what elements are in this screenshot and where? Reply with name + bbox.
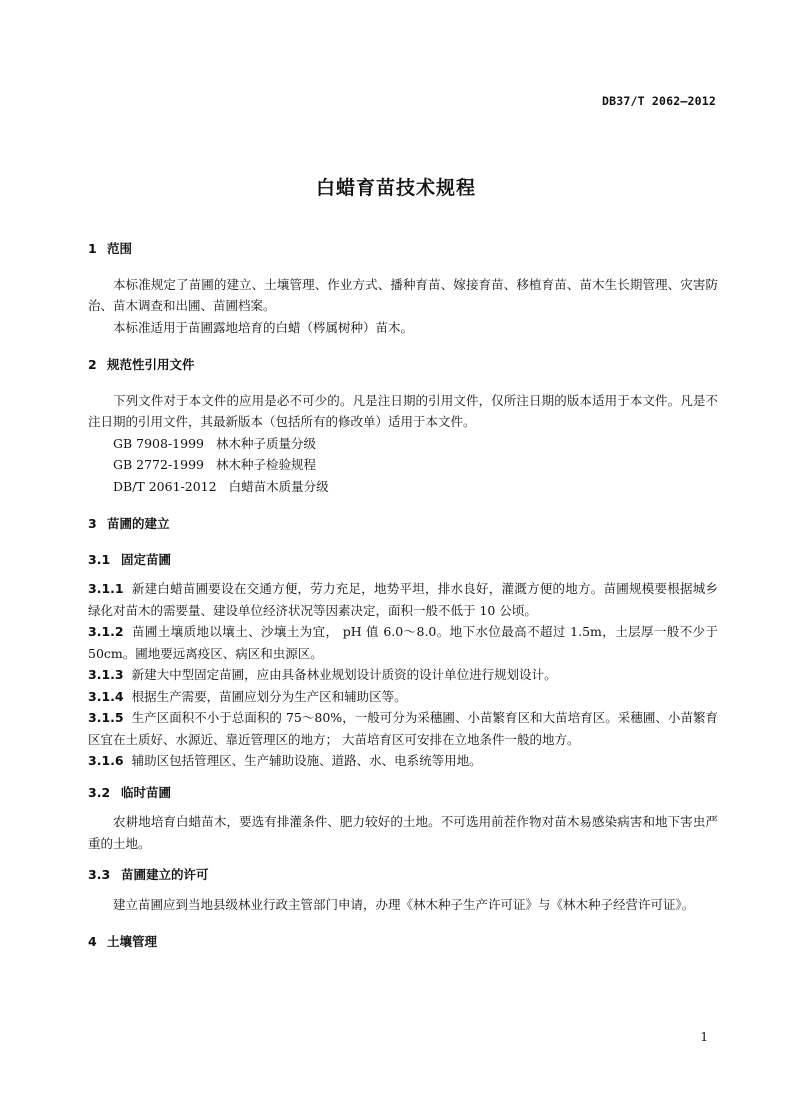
paragraph: 本标准适用于苗圃露地培育的白蜡（梣属树种）苗木。 [113, 319, 414, 335]
reference-name: 林木种子质量分级 [216, 435, 317, 451]
subsection-heading-3-1 [88, 549, 718, 571]
reference-name: 林木种子检验规程 [216, 457, 317, 472]
subsection-number: 3.3 [88, 867, 111, 882]
clause-3-1-3 [88, 664, 718, 686]
section-title: 土壤管理 [107, 934, 158, 949]
paragraph: 农耕地培育白蜡苗木，要选有排灌条件、肥力较好的土地。不可选用前茬作物对苗木易感染病害和地下害虫严重的土地。 [88, 814, 718, 851]
clause-text: 辅助区包括管理区、生产辅助设施、道路、水、电系统等用地。 [131, 753, 482, 768]
clause-number: 3.1.3 [88, 667, 124, 682]
section-number: 1 [88, 241, 97, 256]
subsection-heading-3-2 [88, 782, 718, 804]
subsection-title: 固定苗圃 [121, 551, 172, 567]
section-number: 2 [88, 357, 97, 372]
clause-3-1-5 [88, 707, 718, 750]
clause-number: 3.1.4 [88, 688, 124, 704]
clause-text: 新建白蜡苗圃要设在交通方便，劳力充足，地势平坦，排水良好，灌溉方便的地方。苗圃规模要根据城乡绿化对苗木的需要量、建设单位经济状况等因素决定，面积一般不低于 10 公顷。 [88, 581, 718, 618]
clause-3-1-2 [88, 621, 718, 664]
subsection-number: 3.1 [88, 551, 111, 567]
reference-code: GB 2772-1999 [113, 457, 204, 472]
reference-name: 白蜡苗木质量分级 [228, 478, 329, 494]
reference-item [88, 454, 718, 476]
section-heading-1 [88, 238, 718, 260]
subsection-title: 苗圃建立的许可 [121, 867, 209, 882]
section-heading-4 [88, 931, 718, 953]
paragraph: 建立苗圃应到当地县级林业行政主管部门申请，办理《林木种子生产许可证》与《林木种子经营许可证》。 [113, 896, 695, 912]
clause-number: 3.1.6 [88, 753, 124, 768]
clause-text: 根据生产需要，苗圃应划分为生产区和辅助区等。 [131, 688, 407, 704]
clause-number: 3.1.2 [88, 624, 124, 639]
section-heading-3 [88, 513, 718, 535]
clause-number: 3.1.5 [88, 710, 124, 725]
document-body [88, 238, 718, 967]
clause-text: 苗圃土壤质地以壤土、沙壤土为宜， pH 值 6.0～8.0。地下水位最高不超过 1.5m，土层厚一般不少于 50cm。圃地要远离疫区、病区和虫源区。 [88, 624, 718, 661]
subsection-number: 3.2 [88, 784, 111, 800]
clause-text: 新建大中型固定苗圃，应由具备林业规划设计质资的设计单位进行规划设计。 [131, 667, 557, 682]
clause-number: 3.1.1 [88, 581, 124, 596]
document-code: DB37/T 2062—2012 [602, 94, 716, 108]
subsection-title: 临时苗圃 [121, 784, 172, 800]
page-number: 1 [700, 1030, 708, 1044]
reference-item [88, 433, 718, 455]
reference-code: GB 7908-1999 [113, 435, 204, 451]
section-title: 苗圃的建立 [107, 516, 170, 531]
reference-item [88, 476, 718, 498]
clause-3-1-4 [88, 686, 718, 708]
paragraph: 本标准规定了苗圃的建立、土壤管理、作业方式、播种育苗、嫁接育苗、移植育苗、苗木生长期管理、灾害防治、苗木调查和出圃、苗圃档案。 [88, 276, 718, 313]
subsection-heading-3-3 [88, 864, 718, 886]
section-number: 3 [88, 516, 97, 531]
clause-3-1-6 [88, 750, 718, 772]
document-title: 白蜡育苗技术规程 [315, 177, 476, 199]
clause-text: 生产区面积不小于总面积的 75～80%，一般可分为采穗圃、小苗繁育区和大苗培育区。采穗圃、小苗繁育区宜在土质好、水源近、靠近管理区的地方； 大苗培育区可安排在立地条件一般的地方。 [88, 710, 718, 747]
clause-3-1-1 [88, 578, 718, 621]
paragraph: 下列文件对于本文件的应用是必不可少的。凡是注日期的引用文件，仅所注日期的版本适用于本文件。凡是不注日期的引用文件，其最新版本（包括所有的修改单）适用于本文件。 [88, 392, 718, 429]
reference-code: DB/T 2061-2012 [113, 478, 217, 494]
section-number: 4 [88, 934, 97, 949]
section-heading-2 [88, 354, 718, 376]
section-title: 规范性引用文件 [107, 357, 195, 372]
section-title: 范围 [107, 241, 133, 256]
